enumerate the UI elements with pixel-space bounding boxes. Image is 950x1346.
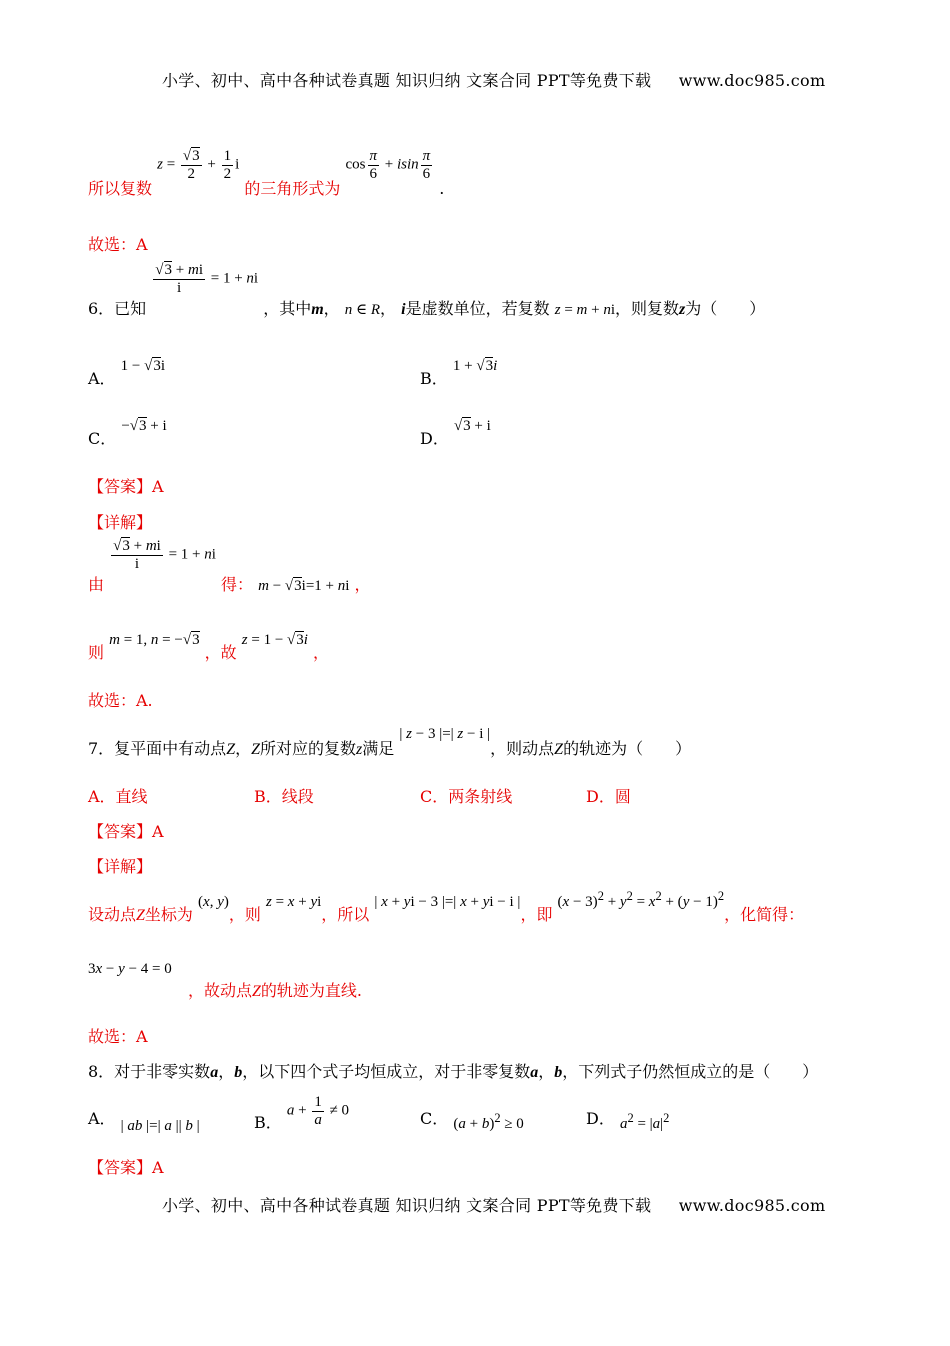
q6-option-c-formula: −√3 + i (121, 418, 167, 434)
q8-sep-1: ， (218, 1062, 235, 1081)
q7-option-d[interactable]: D．圆 (586, 787, 631, 806)
q5-formula-z: z = $\frac{√3}{2}$ + $\frac{1}{2}$ i (157, 148, 240, 182)
q6-formula-equation: $\frac{√3 + mi}{i}$ = 1 + ni (155, 262, 259, 296)
q6-option-c[interactable] (88, 412, 167, 448)
q8-option-a-label: A． (88, 1109, 116, 1128)
q7-l2-z: Z (252, 983, 261, 1000)
q6-line2-formula2: z = 1 − √3i (241, 632, 308, 648)
q6-option-b-formula: 1 + √3i (452, 358, 498, 374)
page-header (162, 68, 825, 91)
q7-l1-zdef: z = x + yi (265, 894, 322, 910)
q8-option-c[interactable] (420, 1102, 524, 1132)
q6-comma: ， (323, 298, 340, 318)
q7-l1-e: ，即 (520, 905, 553, 924)
q8-var-b: b (234, 1064, 243, 1081)
q7-stem-mid1: ， (235, 739, 252, 758)
q7-l2-end-b: 的轨迹为直线. (260, 981, 363, 1000)
q6-var-z: z (679, 300, 686, 318)
q6-formula-n-in-r: n ∈ R (344, 301, 381, 318)
q7-l1-f: ，化简得： (724, 905, 805, 924)
q6-answer: 【答案】A (88, 477, 164, 496)
q7-answer: 【答案】A (88, 822, 164, 841)
q5-end: . (439, 178, 445, 198)
q7-detail-heading: 【详解】 (88, 857, 153, 876)
q7-stem-mid3: 满足 (362, 739, 395, 758)
q8-stem-3: ，下列式子仍然恒成立的是（ ） (562, 1062, 819, 1081)
q6-line2-mid: ，故 (204, 643, 237, 662)
q7-l1-z: Z (136, 907, 145, 924)
q7-formula-condition: | z − 3 |=| z − i | (399, 726, 491, 742)
q7-stem-pre: 7．复平面中有动点 (88, 739, 227, 758)
q7-detail-line2 (88, 958, 362, 1001)
header-url[interactable]: www.doc985.com (678, 71, 826, 90)
q6-line1-mid: 得： (221, 574, 254, 594)
q6-option-b[interactable] (420, 352, 498, 388)
header-text: 小学、初中、高中各种试卷真题 知识归纳 文案合同 PPT等免费下载 (162, 71, 652, 90)
q7-l1-coord: (x, y) (198, 894, 229, 910)
q6-line1-formula: $\frac{√3 + mi}{i}$ = 1 + ni (113, 538, 216, 572)
q6-stem (88, 262, 766, 318)
q6-detail-line1 (88, 538, 371, 594)
q6-line2-end: ， (313, 643, 330, 662)
q6-mid3: 是虚数单位，若复数 (405, 298, 550, 318)
q6-detail-line2 (88, 626, 330, 662)
q7-l1-a: 设动点 (88, 905, 137, 924)
q7-l2-end-a: ，故动点 (188, 981, 253, 1000)
footer-text: 小学、初中、高中各种试卷真题 知识归纳 文案合同 PPT等免费下载 (162, 1196, 652, 1215)
q7-stem-end: 的轨迹为（ ） (563, 739, 692, 758)
q6-mid4: ，则复数 (615, 298, 680, 318)
q7-l2-equation: 3x − y − 4 = 0 (88, 961, 172, 977)
q5-prefix: 所以复数 (88, 178, 153, 198)
q7-z2: Z (251, 741, 261, 758)
q8-stem (88, 1059, 818, 1082)
q6-option-d-label: D． (420, 429, 449, 448)
q8-option-c-label: C． (420, 1109, 449, 1128)
q7-stem-mid2: 所对应的复数 (260, 739, 357, 758)
q6-line1-end: ， (354, 574, 371, 594)
q7-option-c[interactable]: C．两条射线 (420, 787, 513, 806)
q6-option-a[interactable] (88, 352, 166, 388)
q8-option-b-formula: a + $\frac{1}{a}$ ≠ 0 (286, 1094, 350, 1128)
q6-line1-prefix: 由 (88, 574, 105, 594)
q6-option-d-formula: √3 + i (453, 418, 491, 434)
q7-z4: Z (554, 741, 564, 758)
q7-l1-modulus: | x + yi − 3 |=| x + yi − i | (374, 894, 521, 910)
q7-l1-d: ，所以 (321, 905, 370, 924)
q6-line1-result: m − √3i=1 + ni (258, 577, 350, 594)
q5-conclusion-line (88, 148, 445, 198)
q8-answer: 【答案】A (88, 1158, 164, 1177)
q7-z3: z (356, 741, 363, 758)
page-footer (162, 1193, 825, 1216)
q8-var-a: a (210, 1064, 219, 1081)
q6-prefix: 6．已知 (88, 298, 147, 318)
q6-line2-formula1: m = 1, n = −√3 (109, 632, 200, 648)
q8-option-c-formula: $(a + b)^2 \ge 0$ (453, 1111, 524, 1132)
q6-var-i: i (401, 300, 406, 318)
q7-stem-mid4: ，则动点 (490, 739, 555, 758)
q6-choose: 故选：A. (88, 691, 153, 710)
q7-choose: 故选：A (88, 1027, 148, 1046)
q8-option-d-formula: $a^2 = |a|^2$ (619, 1111, 670, 1132)
q7-l1-squared: $(x - 3)^2 + y^2 = x^2 + (y - 1)^2$ (557, 889, 725, 910)
q6-option-d[interactable] (420, 412, 491, 448)
q7-stem (88, 720, 692, 758)
q8-var-b2: b (554, 1064, 563, 1081)
q6-var-m: m (311, 300, 324, 318)
q6-option-b-label: B． (420, 369, 448, 388)
q8-option-b-label: B． (254, 1112, 282, 1132)
q7-option-b[interactable]: B．线段 (254, 787, 314, 806)
q7-l1-c: ，则 (228, 905, 261, 924)
q5-choose: 故选：A (88, 235, 148, 254)
q8-sep-2: ， (538, 1062, 555, 1081)
q6-mid1: ，其中 (263, 298, 312, 318)
q6-mid2: ， (380, 298, 397, 318)
q6-formula-z-def: z = m + ni (554, 301, 616, 318)
q8-var-a2: a (530, 1064, 539, 1081)
q8-option-d[interactable] (586, 1102, 670, 1132)
q8-option-b[interactable] (254, 1094, 350, 1132)
q7-option-a[interactable]: A．直线 (88, 787, 148, 806)
q6-line2-prefix: 则 (88, 643, 105, 662)
q8-stem-1: 8．对于非零实数 (88, 1062, 211, 1081)
q6-option-a-label: A． (88, 369, 116, 388)
q5-mid: 的三角形式为 (244, 178, 341, 198)
q5-formula-trig: cos $\frac{\pi}{6}$ + isin $\frac{\pi}{6}$ (345, 148, 431, 182)
q6-option-a-formula: 1 − √3i (120, 358, 166, 374)
q6-option-c-label: C． (88, 429, 117, 448)
q8-option-a[interactable] (88, 1100, 200, 1134)
footer-url[interactable]: www.doc985.com (678, 1196, 826, 1215)
q6-detail-heading: 【详解】 (88, 513, 153, 532)
q8-option-d-label: D． (586, 1109, 615, 1128)
q7-z1: Z (226, 741, 236, 758)
q7-detail-line1 (88, 888, 805, 924)
q8-option-a-formula: | ab |=| a || b | (120, 1118, 200, 1134)
q6-end: 为（ ） (685, 298, 766, 318)
q8-stem-2: ，以下四个式子均恒成立，对于非零复数 (242, 1062, 531, 1081)
q7-l1-b: 坐标为 (144, 905, 193, 924)
